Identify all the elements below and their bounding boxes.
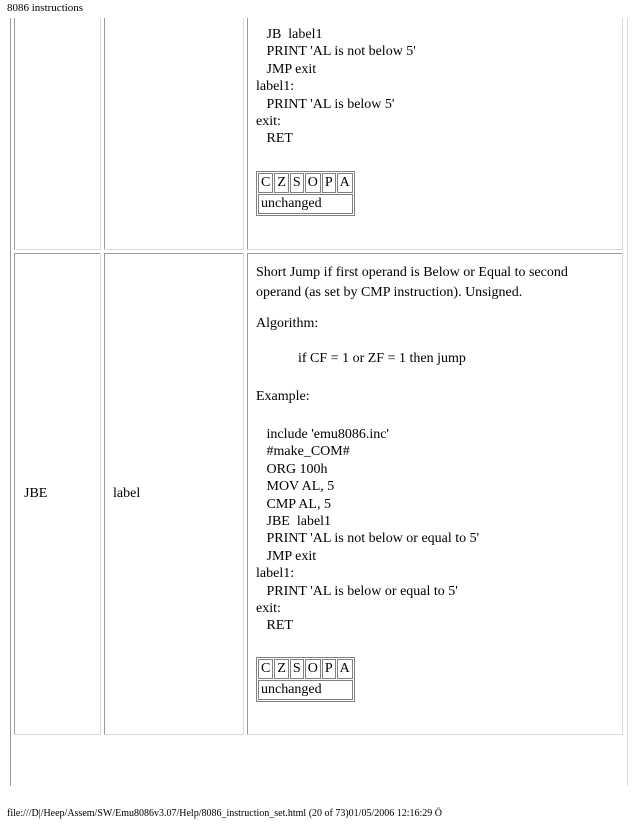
code-line: MOV AL, 5 (256, 479, 335, 495)
code-line: include 'emu8086.inc' (256, 427, 389, 442)
code-line: CMP AL, 5 (256, 496, 331, 512)
cell-border (104, 734, 244, 735)
flag-p: P (322, 659, 336, 679)
table-border-left (10, 18, 11, 786)
flag-p: P (322, 173, 336, 193)
code-line: PRINT 'AL is not below or equal to 5' (256, 531, 480, 547)
code-line: JBE label1 (256, 514, 332, 530)
description-line-1: Short Jump if first operand is Below or Equal to second (256, 265, 568, 280)
flag-o: O (305, 173, 321, 193)
flag-o: O (305, 659, 321, 679)
table-border-right (627, 18, 628, 786)
flag-z: Z (274, 659, 289, 679)
algorithm-label: Algorithm: (256, 316, 319, 331)
page-footer-url: file:///D|/Heep/Assem/SW/Emu8086v3.07/Help/8086_instruction_set.html (20 of 73)01/05/2006 12:16:29 Ö (7, 808, 443, 819)
cell-border (247, 253, 248, 735)
cell-border (247, 253, 623, 254)
flag-s: S (290, 659, 304, 679)
description-line-2: operand (as set by CMP instruction). Unsigned. (256, 285, 523, 300)
instruction-name: JBE (24, 486, 48, 501)
code-line: exit: (256, 114, 281, 130)
code-line: #make_COM# (256, 444, 350, 460)
algorithm-text: if CF = 1 or ZF = 1 then jump (298, 351, 466, 366)
cell-border (104, 253, 244, 254)
example-label: Example: (256, 389, 310, 404)
flag-a: A (337, 173, 353, 193)
cell-border (14, 249, 101, 250)
cell-border (104, 18, 105, 250)
cell-border (14, 18, 15, 250)
flag-c: C (258, 173, 273, 193)
code-line: JB label1 (256, 27, 323, 42)
cell-border (622, 253, 623, 735)
flags-header-row (258, 173, 353, 193)
example-code-jb (256, 26, 416, 148)
code-line: JMP exit (256, 61, 317, 77)
code-line: PRINT 'AL is below 5' (256, 96, 395, 112)
example-code-jbe (256, 426, 479, 635)
code-line: RET (256, 131, 293, 147)
flag-a: A (337, 659, 353, 679)
flags-value: unchanged (258, 680, 353, 700)
flags-value-row (258, 680, 353, 700)
flag-s: S (290, 173, 304, 193)
instruction-operands: label (113, 486, 141, 501)
cell-border (622, 18, 623, 250)
code-line: label1: (256, 566, 295, 582)
page-header: 8086 instructions (7, 2, 84, 14)
cell-border (243, 18, 244, 250)
cell-border (247, 249, 623, 250)
flags-table-jb (256, 171, 355, 216)
code-line: PRINT 'AL is not below 5' (256, 44, 416, 60)
flags-value-row (258, 194, 353, 214)
cell-border (14, 734, 101, 735)
cell-border (14, 253, 15, 735)
cell-border (100, 18, 101, 250)
cell-border (243, 253, 244, 735)
code-line: ORG 100h (256, 461, 328, 477)
cell-border (247, 734, 623, 735)
cell-border (14, 253, 101, 254)
flag-z: Z (274, 173, 289, 193)
flags-header-row (258, 659, 353, 679)
code-line: label1: (256, 79, 295, 95)
code-line: exit: (256, 601, 281, 617)
flag-c: C (258, 659, 273, 679)
code-line: PRINT 'AL is below or equal to 5' (256, 583, 458, 599)
cell-border (100, 253, 101, 735)
code-line: RET (256, 618, 293, 634)
flags-value: unchanged (258, 194, 353, 214)
code-line: JMP exit (256, 548, 317, 564)
cell-border (247, 18, 248, 250)
flags-table-jbe (256, 657, 355, 702)
cell-border (104, 253, 105, 735)
cell-border (104, 249, 244, 250)
